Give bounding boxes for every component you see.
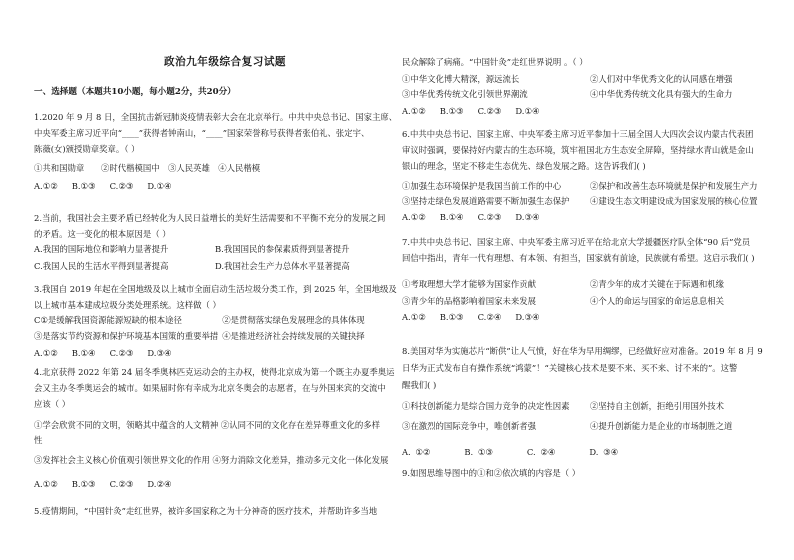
option-grid [402, 278, 774, 306]
answer-choice-d[interactable]: D.①④ [515, 105, 540, 116]
option-1: ①科技创新能力是综合国力竞争的决定性因素 [402, 400, 570, 411]
answer-choice-a[interactable]: A.①② [402, 105, 426, 116]
answer-choice-d[interactable]: D.①④ [147, 180, 172, 191]
question-8 [402, 345, 774, 458]
question-line: 8.美国对华为实施芯片“断供”让人气愤，好在华为早用绸缪，已经做好应对准备。2019 年 8 月 9 [402, 346, 763, 356]
answer-choice-a[interactable]: A. ①② [402, 447, 431, 458]
answer-choice-d[interactable]: D.③④ [515, 212, 540, 223]
question-line: 9.如图思维导图中的①和②依次填的内容是（ ） [402, 468, 581, 478]
question-line: 的矛盾。这一变化的根本原因是（ ） [34, 229, 171, 240]
option-3: ③坚持走绿色发展道路需要不断加强生态保护 [402, 195, 570, 206]
option-2: ②坚持自主创新，拒绝引用国外技术 [590, 400, 724, 411]
answer-choice-c[interactable]: C.②③ [109, 479, 134, 490]
option-4: ④个人的命运与国家的命运息息相关 [590, 295, 724, 306]
option-4: ④提升创新能力是企业的市场制胜之道 [590, 420, 733, 431]
option-line: ③发挥社会主义核心价值观引领世界文化的作用 ④努力消除文化差异，推动多元文化一体化发展 [34, 455, 389, 466]
option-3: ③青少年的品格影响着国家未来发展 [402, 295, 536, 306]
option-2: ②是贯彻落实绿色发展理念的具体体现 [222, 315, 365, 326]
question-line: 银山的理念，坚定不移走生态优先、绿色发展之路。这告诉我们( ) [402, 161, 646, 172]
section-heading: 一、选择题（本题共10小题，每小题2分，共20分） [34, 87, 236, 97]
answer-choice-b[interactable]: B.①④ [71, 347, 96, 358]
option-line: 性 [34, 434, 43, 445]
answer-choice-c[interactable]: C.②③ [477, 212, 502, 223]
answer-choice-a[interactable]: A.①② [34, 479, 58, 490]
answer-choice-c[interactable]: C.②④ [477, 311, 502, 322]
answer-choices [402, 211, 774, 223]
question-line: 民众解除了病痛。“中国针灸”走红世界说明 。（ ） [402, 57, 588, 67]
option-3: ③在激烈的国际竞争中，唯创新者强 [402, 420, 536, 431]
question-line: 7.中共中央总书记、国家主席、中央军委主席习近平在给北京大学援疆医疗队全体“90 后”党员 [402, 237, 751, 247]
question-5-continued [402, 56, 774, 117]
answer-choice-d[interactable]: D.③④ [147, 347, 172, 358]
option-grid [34, 314, 392, 341]
answer-choices [34, 347, 392, 359]
question-1 [34, 111, 398, 192]
answer-choice-c[interactable]: C.②③ [109, 347, 134, 358]
answer-choice-a[interactable]: A.①② [402, 311, 426, 322]
answer-choice-c[interactable]: C.②③ [109, 180, 134, 191]
question-line: 会又主办冬季奥运会的城市。如果届时你有幸成为北京冬奥会的志愿者，在与外国来宾的交流中 [34, 383, 386, 394]
question-line: 1.2020 年 9 月 8 日，全国抗击新冠肺炎疫情表彰大会在北京举行。中共中央总书记、国家主席、 [34, 112, 398, 122]
answer-choice-a[interactable]: A.①② [34, 180, 58, 191]
answer-choice-b[interactable]: B.①③ [71, 479, 96, 490]
question-line: 6.中共中央总书记、国家主席、中央军委主席习近平参加十三届全国人大四次会议内蒙古代表团 [402, 129, 754, 139]
question-4 [34, 366, 395, 490]
question-line: 陈薇(女)颁授勋章奖章。（ ） [34, 144, 140, 155]
answer-choice-b[interactable]: B.①④ [439, 212, 464, 223]
option-d[interactable]: D.我国社会生产力总体水平显著提高 [215, 260, 350, 271]
option-line: ①学会欣赏不同的文明，领略其中蕴含的人文精神 ②认同不同的文化存在差异尊重文化的多样 [34, 419, 381, 430]
option-grid [34, 243, 392, 271]
answer-choices [34, 180, 392, 192]
question-line: 审议时强调，要保持好内蒙古的生态环境，筑牢祖国北方生态安全屏障，坚持绿水青山就是金山 [402, 145, 754, 156]
question-line: 应该（ ） [34, 399, 71, 410]
question-9 [402, 467, 774, 479]
option-4: ④建设生态文明建设成为国家发展的核心位置 [590, 195, 758, 206]
option-line: ①共和国勋章 ②时代楷模国中 ③人民英雄 ④人民楷模 [34, 162, 261, 173]
option-c[interactable]: C.我国人民的生活水平得到显著提高 [34, 260, 169, 271]
answer-choice-c[interactable]: C.②③ [477, 105, 502, 116]
option-4: ④是推进经济社会持续发展的关键抉择 [222, 330, 365, 341]
answer-choices [34, 478, 392, 490]
answer-choice-b[interactable]: B. ①③ [464, 447, 493, 458]
answer-choice-b[interactable]: B.①③ [439, 105, 464, 116]
option-b[interactable]: B.我国国民的参保素质得到显著提升 [215, 244, 350, 255]
option-1: ①考取理想大学才能够为国家作贡献 [402, 279, 536, 290]
question-5 [34, 505, 392, 517]
answer-choice-b[interactable]: B.①③ [71, 180, 96, 191]
option-3: ③是落实节约资源和保护环境基本国策的重要举措 [34, 330, 219, 341]
question-line: 3.我国自 2019 年起在全国地级及以上城市全面启动生活垃圾分类工作，到 2025 年，全国地级及 [34, 284, 397, 294]
option-1: ①加强生态环境保护是我国当前工作的中心 [402, 180, 562, 191]
question-2 [34, 212, 392, 272]
question-line: 5.疫情期间，“中国针灸”走红世界，被许多国家称之为十分神奇的医疗技术，并帮助许多当地 [34, 506, 378, 516]
option-1: ①中华文化博大精深，源远流长 [402, 74, 520, 85]
answer-choice-d[interactable]: D.③④ [515, 311, 540, 322]
option-grid [402, 73, 774, 100]
option-2: ②人们对中华优秀文化的认同感在增强 [590, 74, 733, 85]
answer-choices [402, 311, 774, 323]
question-6 [402, 128, 774, 223]
option-3: ③中华优秀传统文化引领世界潮流 [402, 89, 528, 100]
answer-choice-a[interactable]: A.①② [34, 347, 58, 358]
question-line: 回信中指出，青年一代有理想、有本领、有担当，国家就有前途，民族就有希望。这启示我们( ) [402, 253, 755, 264]
option-a[interactable]: A.我国的国际地位和影响力显著提升 [34, 244, 169, 255]
option-4: ④中华优秀传统文化具有强大的生命力 [590, 89, 733, 100]
question-line: 日华为正式发布自有操作系统“鸿蒙”！“关键核心技术是要不来、买不来、讨不来的”。这警 [402, 363, 738, 374]
question-line: 4.北京获得 2022 年第 24 届冬季奥林匹克运动会的主办权，使得北京成为第一个既主办夏季奥运 [34, 367, 395, 377]
answer-choices [402, 446, 774, 458]
option-2: ②保护和改善生态环境就是保护和发展生产力 [590, 180, 758, 191]
option-grid [402, 400, 774, 432]
option-grid [402, 180, 774, 207]
answer-choice-a[interactable]: A.①② [402, 212, 426, 223]
question-line: 中央军委主席习近平向“____”获得者钟南山，“____”国家荣誉称号获得者张伯礼、张定宇、 [34, 128, 370, 139]
answer-choice-d[interactable]: D. ③④ [589, 447, 619, 458]
answer-choices [402, 105, 774, 117]
question-7 [402, 236, 774, 323]
question-line: 2.当前，我国社会主要矛盾已经转化为人民日益增长的美好生活需要和不平衡不充分的发展之间 [34, 213, 386, 223]
question-3 [34, 283, 397, 359]
option-2: ②青少年的成才关键在于际遇和机缘 [590, 279, 724, 290]
answer-choice-b[interactable]: B.①③ [439, 311, 464, 322]
question-line: 醒我们( ) [402, 380, 437, 391]
answer-choice-c[interactable]: C. ②④ [526, 447, 556, 458]
question-line: 以上城市基本建成垃圾分类处理系统。这样做（ ） [34, 300, 221, 311]
answer-choice-d[interactable]: D.②④ [147, 479, 172, 490]
option-1: C①是缓解我国资源能源短缺的根本途径 [34, 315, 182, 326]
page-title: 政治九年级综合复习试题 [164, 56, 287, 68]
